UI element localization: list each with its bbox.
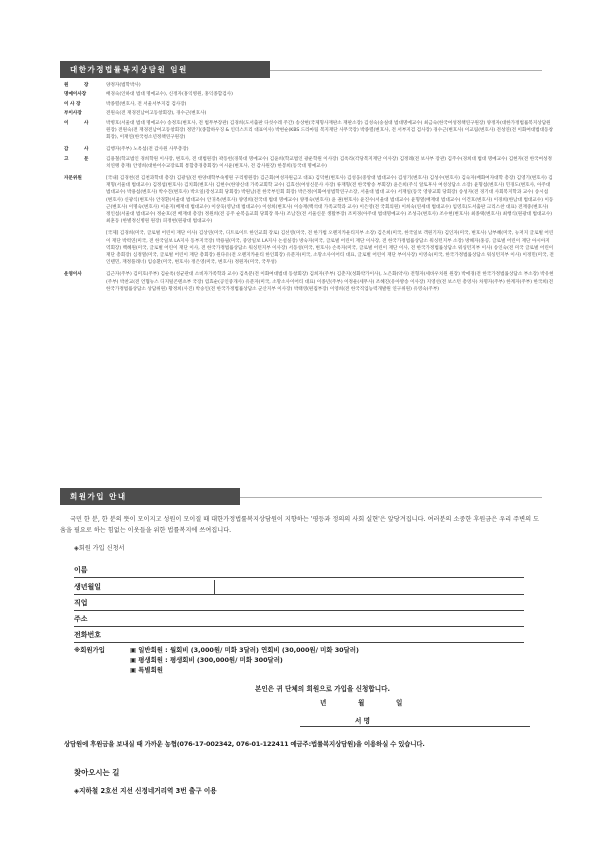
roster-value: 김근자(주부) 김미호(주부) 김순옥(성균관대 소비자가족학과 교수) 김옥분(전 이화여대법대 동창회장) 김희자(주부) 김춘지(성화약가이사), 노은화(약사) 전형자(세바우치원 원장) 박애경(전 한국가정법률상담소 부소장) 박유현(주부) 박찬교(전 언협뉴스 디지털콘텐츠부 국장) 염효순(공인중개사) 유분자(미국, 소망소사이어티 대표) 이종년(주부) 이정운(세무사) 조혜진(유아방송 이사장) 지영선(전 보스턴 총영사) 차명자(주부) 한계자(주부) 한국희(전 한국가정법률상담소 상담위원) 황정희(사진) 박숭인(전 한국가정법률상담소 군산지부 이사장) 박태영(편집부장) 이영희(전 한국직업능력개발원 연구위원) 유영숙(주부) (106, 272, 554, 292)
roster-value: [국내] 김경천(전 김천과학대 총장) 김광일(전 한양대학부속병원 구리병원장) 김근회(여성자원금고 대표) 김덕현(변호사) 김성웅(중앙대 법대교수) 김성기(변호사) 김성수(변호사) 김숙자(배화여자대학 총장) 김영기(변호사) 김재형(서울대 법대교수) 김정섭(변호사) 김치회(변호사) 김현수(한양신대 가족교회학 교수) 김효선(여성신문사 사장) 류재형(전 한국방송 부회장) 윤은희(주식 알토후사 여성상담소 소장) 윤형섭(변호사) 민경도(변호사, 아주대 법대교수) 박용섭(변호사) 박수진(변호사) 박오일(강성고회 당회장) 박원남(전 한국부인회 회장) 박은정(이화여성법학연구소장, 서울대 법대 교수) 서재일(동국 영양교회 당회장) 송성자(전 경기대 사회복지학과 교수) 송시섭(변호사) 신광식(변호사) 안경환(서울대 법대교수) 안귀옥(변호사) 양영희(전국대 법대 명예교수) 양정숙(변호사) 윤 권(변호사) 윤진수(서울대 법대교수) 윤형열(배재대 법대교수) 이건호(변호사) 이경희(한남대 법대교수) 이동근(변호사) 이명숙(변호사) 이윤지(배재대 법대교수) 이상욱(영남대 법대교수) 이성희(변호사) 이승재(백석대 가족교학과 교수) 이은영(전 국회의원) 이희숙(연세대 법대교수) 임영호(도서출판 크리스찬 대표) 전재중(변호사) 정인섭(서울대 법대교수) 정순호(전 배재대 총장) 정원희(전 공주 순복음교회 당회장 목사) 조남진(전 서울신문 생활부장) 조미경(아주대 법대명예교수) 조성극(변호사) 조수현(변호사) 최종택(변호사) 최행식(원광대 법대교수) 최훈동 (한별정신병원 원장) 피정현(원광대 법대교수) (106, 175, 554, 225)
roster-label: 감 사 (64, 147, 96, 153)
roster-row-consultants-domestic (64, 175, 554, 225)
roster-value: 배경숙(인하대 법대 명예교수), 신정자(홍익병원, 홍익종합검사) (106, 92, 233, 98)
roster-label: 이 사 장 (64, 101, 81, 107)
membership-options (130, 645, 359, 675)
date-month-label: 월 (358, 699, 365, 707)
membership-type-label: ※회원가입 (74, 646, 105, 654)
membership-section-header (60, 488, 240, 505)
roster-value: 양정자(법학박사) (106, 83, 141, 88)
membership-header-rule (240, 497, 542, 498)
roster-value: 박병호(서울대 법대 명예교수) 송정호(변호사, 전 법무부장관) 김경희(도서출판 다섯수레 주간) 송상현(국제형사재판소 재판소장) 김성숙(숭실대 법대명예교수) 최금숙(한국여성정책연구원장) 양정자(대한가정법률복지상담원 원장) 전원숙(전 재경전남여고동창회장) 정만기(종합하우징 & 인더스트리 대표이사) 박현순(KBS 드라마팀 복지재단 사무국장) 박종렬(변호사, 전 서부지검 검사장) 경수근(변호사) 이교림(변호사) 전성연(전 이화여대법대동창회장), 이재연(한국청소년정책연구원장) (106, 120, 554, 140)
date-year-label: 년 (320, 699, 327, 707)
signature-label: 서 명 (355, 717, 371, 725)
donation-account-info: 상담원에 후원금을 보내실 때 가까운 농협(076-17-002342, 076-01-122411 예금주:법률복지상담원)을 이용하실 수 있습니다. (64, 740, 425, 748)
field-divider (214, 580, 215, 594)
roster-row-advisors (64, 156, 554, 170)
roster-value: 김행자(주부) 노옥섭(전 감사원 사무총장) (106, 147, 189, 153)
officers-section-title: 대한가정법률복지상담원 임원 (70, 65, 188, 74)
roster-row-directors (64, 120, 554, 142)
roster-value: [국제] 김경희(미국, 글로벌 어린이 재단 이사) 김상연(미국, 디트로이트 한인교회 장로) 김선영(미국, 전 한가법 오렌지카운티지부 소장) 김은희(미국, 한국일보 객원기자) 김인자(미국, 변호사) 남부혜(미국, 뉴저지 글로벌 어린이 재단 박력연(미국, 전 한국일보 LA지사 동부지국장) 박용필(미국, 중앙일보 LA지사 논설실장) 방숙자(미국, 글로벌 어린이 재단 이사장, 전 한국가정법률상담소 워싱턴지부 소장) 방혜자(홍콩, 글로벌 어린이 재단 아시아지역회장) 백혜원(미국, 글로벌 어린이 재단 이사, 전 한국가정법률상담소 워싱턴지부 이사장) 서동성(미국, 변호사) 손옥자(미국, 글로벌 어린이 재단 이사, 전 한국가정법률상담소 워싱턴지부 이사) 송인숙(전 미국 글로벌 어린이 재단 총회장) 심정열(미국, 글로벌 어린이 재단 총회장) 원다유(전 오렌지카운티 한인회장) 유분자(미국, 소망소사이어티 대표, 글로벌 어린이 재단 부이사장) 이영숙(미국, 한국가정법률상담소 워싱턴지부 이사) 이정민(미국, 전 인텐민, 재정플래너) 임승환(미국, 변호사) 정은영(미국, 변호사) 정원자(미국, 국무성) (106, 231, 554, 266)
directions-title: 찾아오시는 길 (74, 768, 120, 777)
field-label-name: 이름 (74, 566, 88, 575)
field-label-address: 주소 (74, 615, 88, 624)
officers-section-header (60, 61, 270, 78)
membership-intro: 국민 한 분, 한 분의 뜻이 모이지고 성원이 모이질 때 대한가정법률복지상담원이 지향하는 '평등과 정의의 사회 실현'은 앞당겨집니다. 여러분의 소중한 후원금은 우리 주변의 도움을 필요로 하는 힘없는 이웃들을 위한 법률복지에 쓰여집니다. (60, 516, 540, 534)
officers-header-rule (270, 70, 542, 71)
roster-row-chair (64, 101, 554, 108)
application-confirmation: 본인은 귀 단체의 회원으로 가입을 신청합니다. (254, 685, 390, 693)
roster-value: 전원숙(전 재경전남여고동창회장), 경수근(변호사) (106, 111, 207, 117)
roster-label: 고 문 (64, 156, 96, 162)
form-row-address[interactable] (74, 611, 524, 627)
roster-row-consultants-international (64, 230, 554, 266)
form-row-name[interactable] (74, 562, 524, 578)
roster-value: 박종렬(변호사, 전 서울서부지검 검사장) (106, 101, 187, 107)
form-row-occupation[interactable] (74, 595, 524, 611)
option-special-member[interactable]: ▣ 특별회원 (130, 666, 163, 674)
form-row-phone[interactable] (74, 627, 524, 643)
officers-roster (64, 82, 554, 295)
form-row-birthdate[interactable] (74, 578, 524, 594)
option-regular-member[interactable]: ▣ 일반회원 : 월회비 (3,000원/ 미화 3달러) 연회비 (30,000원/ 미화 30달러) (130, 646, 359, 654)
field-label-phone: 전화번호 (74, 631, 102, 640)
roster-label: 원 장 (64, 83, 96, 88)
roster-row-honorary-chair (64, 91, 554, 98)
roster-label: 명예이사장 (64, 92, 87, 98)
roster-row-auditors (64, 146, 554, 153)
roster-row-operating-directors (64, 271, 554, 293)
field-label-occupation: 직업 (74, 598, 88, 607)
roster-label: 운영이사 (64, 272, 82, 278)
option-lifetime-member[interactable]: ▣ 평생회원 : 평생회비 (300,000원/ 미화 300달러) (130, 656, 283, 664)
roster-label: 부이사장 (64, 111, 82, 117)
roster-row-director (64, 82, 554, 89)
date-day-label: 일 (396, 699, 403, 707)
roster-label (64, 230, 106, 266)
signature-line[interactable] (300, 726, 530, 727)
roster-row-vice-chair (64, 110, 554, 117)
roster-label: 자문위원 (64, 175, 82, 181)
directions-text: ◈지하철 2호선 지선 신정네거리역 3번 출구 이용 (74, 787, 217, 795)
field-label-birthdate: 생년월일 (74, 582, 102, 591)
roster-value: 김용철(학교법인 경희학원 이사장, 변호사, 전 대법원장) 곽동헌(경북대 명예교수) 김윤희(학교법인 광운학원 이사장) 김옥라(각당복지재단 이사장) 김정례(전 보사부 장관) 김주수(경희대 법대 명예교수) 김현자(전 한국여성정치연맹 총재) 안영희(대한어수교장로회 통합총경총회장) 이시윤(변호사, 전 감사원장) 한봉희(동국대 명예교수) (106, 156, 552, 169)
membership-section-title: 회원가입 안내 (70, 492, 127, 501)
roster-label: 이 사 (64, 120, 96, 126)
form-title: ◈회원 가입 신청서 (74, 545, 125, 552)
membership-form (74, 562, 524, 643)
